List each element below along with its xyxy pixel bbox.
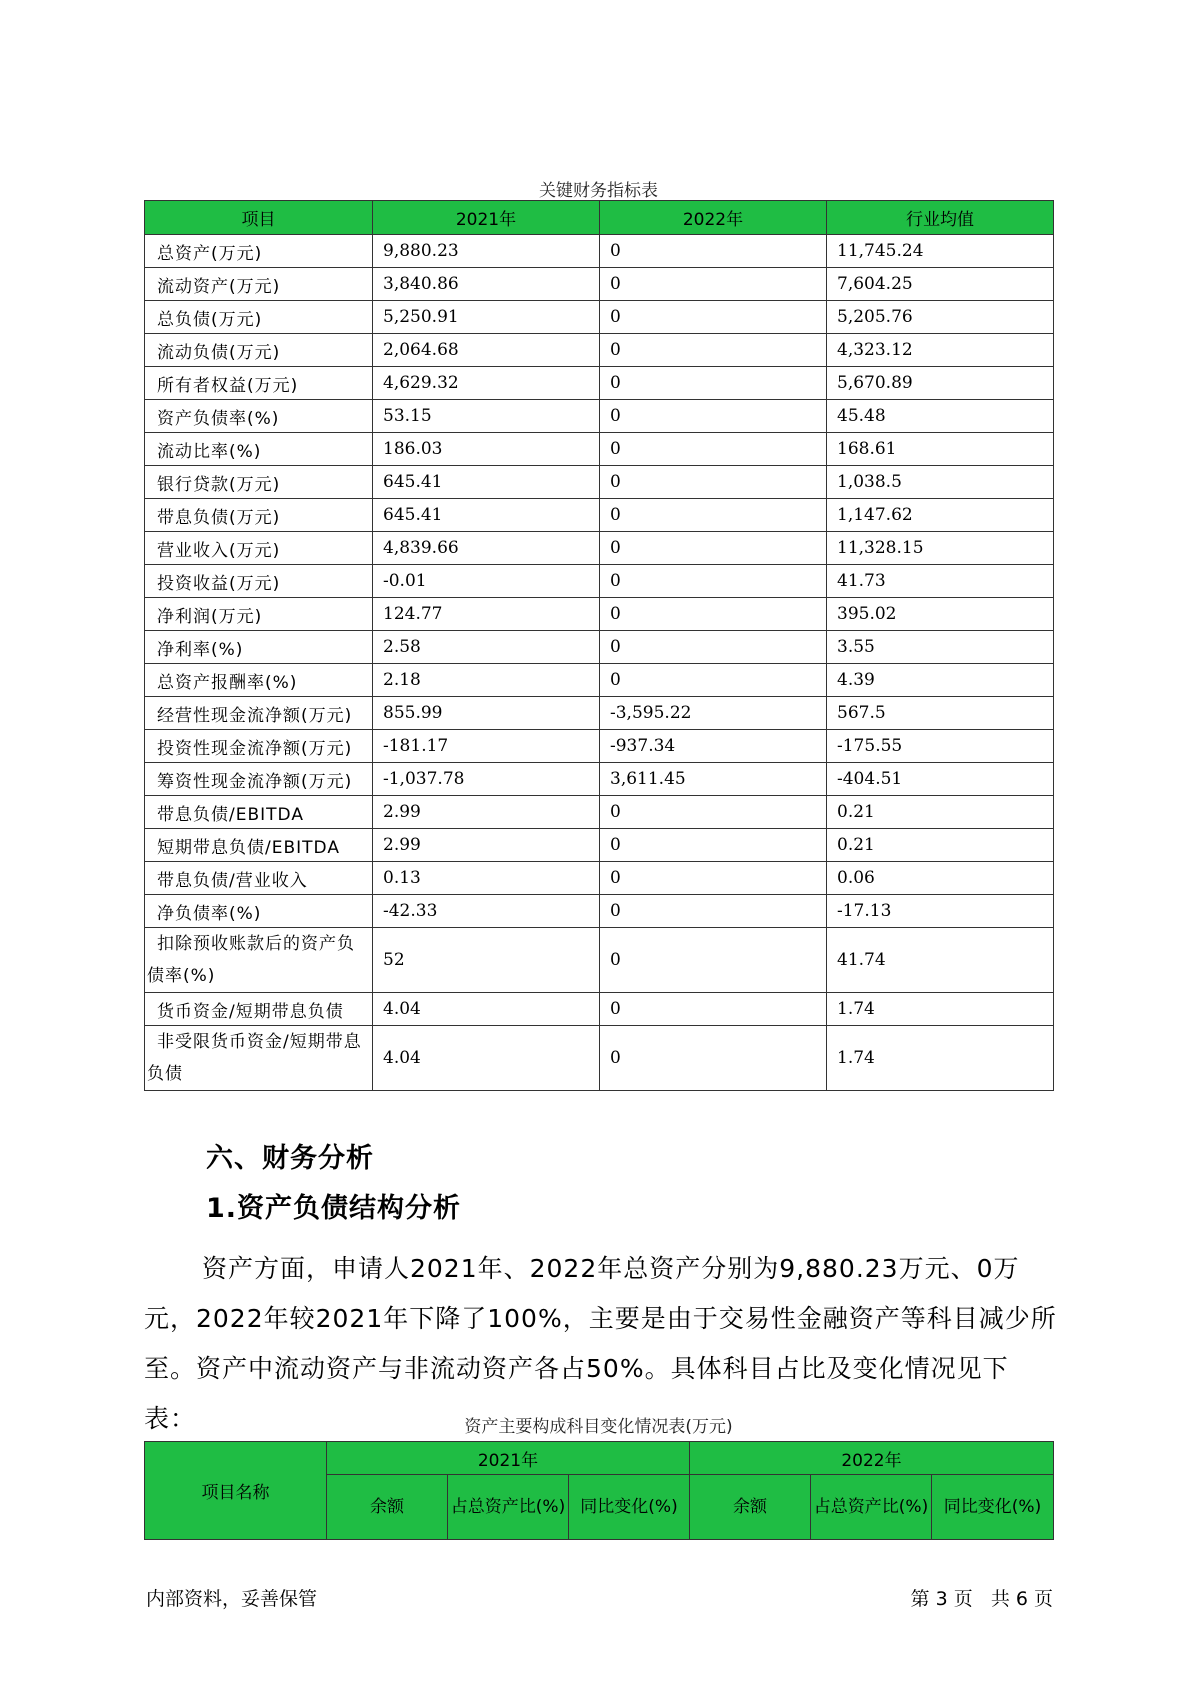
kpi-cell-2022: 0 (600, 993, 827, 1026)
kpi-cell-item: 扣除预收账款后的资产负债率(%) (145, 928, 373, 993)
asset-table-header-row-1 (145, 1442, 1054, 1475)
table-row (145, 466, 1054, 499)
kpi-cell-industry-avg: 1.74 (827, 993, 1054, 1026)
kpi-cell-industry-avg: 1,038.5 (827, 466, 1054, 499)
table-row (145, 565, 1054, 598)
kpi-header-2021: 2021年 (373, 201, 600, 235)
asset-header-2022: 2022年 (690, 1442, 1054, 1475)
table-row (145, 400, 1054, 433)
kpi-cell-industry-avg: 0.06 (827, 862, 1054, 895)
kpi-cell-2022: 0 (600, 1026, 827, 1091)
table-row (145, 993, 1054, 1026)
kpi-cell-2021: 2,064.68 (373, 334, 600, 367)
kpi-cell-2021: 0.13 (373, 862, 600, 895)
kpi-cell-2021: 4.04 (373, 1026, 600, 1091)
kpi-cell-industry-avg: -17.13 (827, 895, 1054, 928)
kpi-cell-2022: 0 (600, 367, 827, 400)
asset-subheader-share-2021: 占总资产比(%) (448, 1475, 569, 1540)
table-row (145, 532, 1054, 565)
table-row (145, 235, 1054, 268)
kpi-cell-2021: 2.99 (373, 796, 600, 829)
kpi-cell-2021: 186.03 (373, 433, 600, 466)
kpi-table (144, 200, 1054, 1091)
kpi-cell-2021: 645.41 (373, 466, 600, 499)
kpi-cell-industry-avg: 4.39 (827, 664, 1054, 697)
kpi-cell-industry-avg: 1.74 (827, 1026, 1054, 1091)
kpi-cell-industry-avg: 0.21 (827, 829, 1054, 862)
kpi-cell-2022: 0 (600, 334, 827, 367)
kpi-cell-2022: 3,611.45 (600, 763, 827, 796)
kpi-cell-2022: 0 (600, 928, 827, 993)
kpi-cell-item: 总资产报酬率(%) (145, 664, 373, 697)
asset-header-2021: 2021年 (327, 1442, 690, 1475)
kpi-cell-industry-avg: 395.02 (827, 598, 1054, 631)
table-row (145, 301, 1054, 334)
kpi-cell-2022: 0 (600, 895, 827, 928)
kpi-header-item: 项目 (145, 201, 373, 235)
kpi-cell-2022: 0 (600, 565, 827, 598)
kpi-cell-industry-avg: -175.55 (827, 730, 1054, 763)
kpi-cell-item: 所有者权益(万元) (145, 367, 373, 400)
kpi-table-header-row (145, 201, 1054, 235)
kpi-cell-2021: 5,250.91 (373, 301, 600, 334)
table-row (145, 763, 1054, 796)
kpi-cell-industry-avg: 11,745.24 (827, 235, 1054, 268)
kpi-cell-item: 流动负债(万元) (145, 334, 373, 367)
asset-table (144, 1441, 1054, 1540)
subsection-heading: 1.资产负债结构分析 (206, 1193, 462, 1224)
kpi-cell-2022: -3,595.22 (600, 697, 827, 730)
kpi-cell-2022: 0 (600, 301, 827, 334)
kpi-cell-2022: 0 (600, 466, 827, 499)
kpi-cell-2022: 0 (600, 268, 827, 301)
table-row (145, 895, 1054, 928)
kpi-cell-industry-avg: 5,670.89 (827, 367, 1054, 400)
kpi-cell-2022: 0 (600, 532, 827, 565)
table-row (145, 697, 1054, 730)
kpi-cell-2021: 3,840.86 (373, 268, 600, 301)
kpi-cell-item: 带息负债/EBITDA (145, 796, 373, 829)
asset-subheader-share-2022: 占总资产比(%) (811, 1475, 932, 1540)
kpi-cell-industry-avg: 41.74 (827, 928, 1054, 993)
kpi-cell-item: 净负债率(%) (145, 895, 373, 928)
kpi-cell-2022: 0 (600, 433, 827, 466)
kpi-cell-2022: 0 (600, 400, 827, 433)
kpi-cell-item: 净利润(万元) (145, 598, 373, 631)
section-heading: 六、财务分析 (206, 1143, 374, 1174)
kpi-cell-item: 总负债(万元) (145, 301, 373, 334)
kpi-cell-2021: 645.41 (373, 499, 600, 532)
asset-subheader-yoy-2021: 同比变化(%) (569, 1475, 690, 1540)
kpi-cell-industry-avg: 41.73 (827, 565, 1054, 598)
kpi-cell-industry-avg: 5,205.76 (827, 301, 1054, 334)
kpi-cell-item: 银行贷款(万元) (145, 466, 373, 499)
kpi-cell-item: 货币资金/短期带息负债 (145, 993, 373, 1026)
kpi-cell-2021: -1,037.78 (373, 763, 600, 796)
asset-subheader-yoy-2022: 同比变化(%) (932, 1475, 1054, 1540)
kpi-cell-2021: 2.58 (373, 631, 600, 664)
table-row (145, 433, 1054, 466)
kpi-cell-industry-avg: 567.5 (827, 697, 1054, 730)
kpi-cell-item: 短期带息负债/EBITDA (145, 829, 373, 862)
kpi-cell-industry-avg: -404.51 (827, 763, 1054, 796)
kpi-cell-2021: 4,839.66 (373, 532, 600, 565)
kpi-cell-item: 营业收入(万元) (145, 532, 373, 565)
kpi-cell-2022: 0 (600, 796, 827, 829)
table-row (145, 796, 1054, 829)
kpi-cell-2022: 0 (600, 862, 827, 895)
kpi-table-caption: 关键财务指标表 (539, 181, 658, 201)
table-row (145, 334, 1054, 367)
kpi-cell-2022: 0 (600, 235, 827, 268)
kpi-cell-item: 资产负债率(%) (145, 400, 373, 433)
kpi-cell-item: 投资性现金流净额(万元) (145, 730, 373, 763)
kpi-cell-2022: 0 (600, 499, 827, 532)
kpi-cell-2021: 124.77 (373, 598, 600, 631)
kpi-cell-industry-avg: 45.48 (827, 400, 1054, 433)
kpi-cell-item: 带息负债(万元) (145, 499, 373, 532)
kpi-cell-item: 非受限货币资金/短期带息负债 (145, 1026, 373, 1091)
kpi-cell-2021: -42.33 (373, 895, 600, 928)
analysis-paragraph: 资产方面，申请人2021年、2022年总资产分别为9,880.23万元、0万元，2022年较2021年下降了100%，主要是由于交易性金融资产等科目减少所至。资产中流动资产与非流动资产各占50%。具体科目占比及变化情况见下表： (144, 1254, 1057, 1433)
table-row (145, 862, 1054, 895)
kpi-cell-industry-avg: 7,604.25 (827, 268, 1054, 301)
kpi-cell-item: 带息负债/营业收入 (145, 862, 373, 895)
table-row (145, 730, 1054, 763)
footer-confidential-note: 内部资料，妥善保管 (146, 1588, 318, 1610)
kpi-cell-2021: 2.99 (373, 829, 600, 862)
table-row (145, 928, 1054, 993)
kpi-cell-2021: -0.01 (373, 565, 600, 598)
asset-table-caption: 资产主要构成科目变化情况表(万元) (464, 1417, 733, 1437)
table-row (145, 829, 1054, 862)
kpi-header-2022: 2022年 (600, 201, 827, 235)
kpi-cell-industry-avg: 0.21 (827, 796, 1054, 829)
kpi-cell-industry-avg: 168.61 (827, 433, 1054, 466)
kpi-cell-item: 流动比率(%) (145, 433, 373, 466)
asset-header-item-name: 项目名称 (145, 1442, 327, 1540)
table-row (145, 268, 1054, 301)
kpi-cell-2022: 0 (600, 664, 827, 697)
footer-page-number: 第 3 页 共 6 页 (910, 1588, 1053, 1610)
table-row (145, 1026, 1054, 1091)
kpi-cell-2022: 0 (600, 829, 827, 862)
asset-subheader-balance-2021: 余额 (327, 1475, 448, 1540)
table-row (145, 598, 1054, 631)
kpi-cell-2021: 2.18 (373, 664, 600, 697)
table-row (145, 367, 1054, 400)
kpi-cell-industry-avg: 11,328.15 (827, 532, 1054, 565)
kpi-cell-item: 总资产(万元) (145, 235, 373, 268)
kpi-cell-2021: 855.99 (373, 697, 600, 730)
kpi-cell-item: 筹资性现金流净额(万元) (145, 763, 373, 796)
table-row (145, 499, 1054, 532)
kpi-cell-2021: 4,629.32 (373, 367, 600, 400)
kpi-cell-2022: -937.34 (600, 730, 827, 763)
kpi-cell-2021: 52 (373, 928, 600, 993)
kpi-cell-item: 流动资产(万元) (145, 268, 373, 301)
table-row (145, 664, 1054, 697)
asset-subheader-balance-2022: 余额 (690, 1475, 811, 1540)
kpi-cell-item: 投资收益(万元) (145, 565, 373, 598)
kpi-cell-item: 经营性现金流净额(万元) (145, 697, 373, 730)
kpi-cell-2021: -181.17 (373, 730, 600, 763)
kpi-cell-2021: 53.15 (373, 400, 600, 433)
kpi-cell-2022: 0 (600, 598, 827, 631)
kpi-cell-industry-avg: 4,323.12 (827, 334, 1054, 367)
kpi-cell-item: 净利率(%) (145, 631, 373, 664)
kpi-cell-2021: 9,880.23 (373, 235, 600, 268)
kpi-cell-2022: 0 (600, 631, 827, 664)
kpi-cell-industry-avg: 1,147.62 (827, 499, 1054, 532)
kpi-cell-2021: 4.04 (373, 993, 600, 1026)
kpi-header-industry-avg: 行业均值 (827, 201, 1054, 235)
table-row (145, 631, 1054, 664)
kpi-cell-industry-avg: 3.55 (827, 631, 1054, 664)
